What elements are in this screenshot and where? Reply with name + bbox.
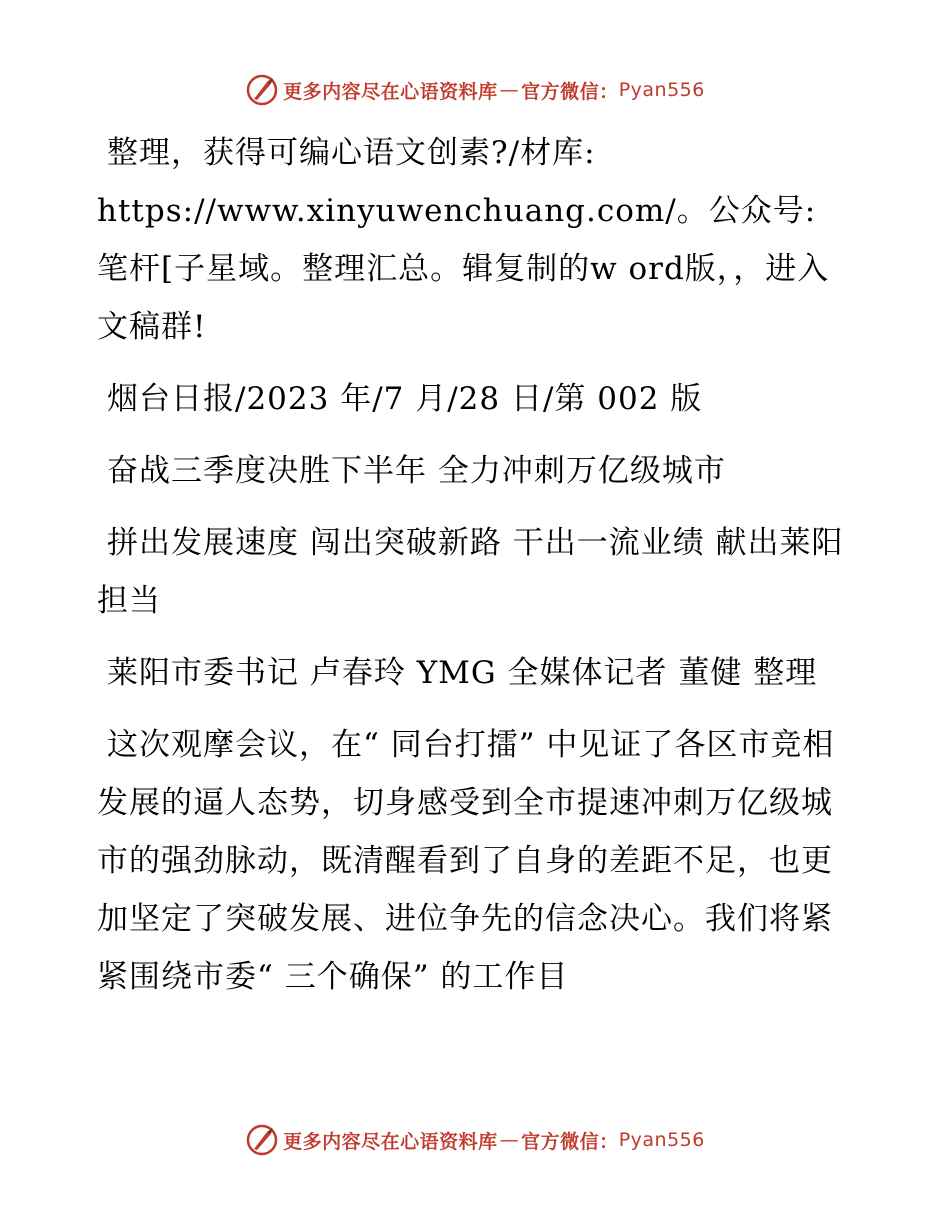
document-body	[97, 124, 857, 1020]
byline: 莱阳市委书记 卢春玲 YMG 全媒体记者 董健 整理	[107, 655, 818, 691]
watermark-separator: —	[499, 79, 520, 101]
body-paragraph: 这次观摩会议，在“ 同台打擂” 中见证了各区市竞相发展的逼人态势，切身感受到全市提速冲刺万亿级城市的强劲脉动，既清醒看到了自身的差距不足，也更加坚定了突破发展、进位争先的信念决心。我们将紧紧围绕市委“ 三个确保” 的工作目	[97, 727, 835, 995]
watermark-wechat-id: Pyan556	[618, 1129, 705, 1151]
subheadline: 拼出发展速度 闯出突破新路 干出一流业绩 献出莱阳担当	[97, 525, 844, 619]
footer-watermark	[0, 1120, 950, 1160]
watermark-brand: 更多内容尽在心语资料库	[283, 80, 498, 103]
quill-logo-icon	[245, 73, 279, 107]
watermark-brand: 更多内容尽在心语资料库	[283, 1130, 498, 1153]
intro-paragraph: 整理，获得可编心语文创素?/材库: https://www.xinyuwenchuang.com/。公众号: 笔杆[子星域。整理汇总。辑复制的w ord版，，进入文稿群!	[97, 135, 830, 345]
headline: 奋战三季度决胜下半年 全力冲刺万亿级城市	[107, 453, 726, 489]
watermark-separator: —	[499, 1129, 520, 1151]
watermark-wechat-id: Pyan556	[618, 79, 705, 101]
watermark-label: 官方微信：	[521, 80, 619, 103]
source-line: 烟台日报/2023 年/7 月/28 日/第 002 版	[107, 381, 703, 417]
header-watermark	[0, 70, 950, 110]
quill-logo-icon	[245, 1123, 279, 1157]
watermark-label: 官方微信：	[521, 1130, 619, 1153]
